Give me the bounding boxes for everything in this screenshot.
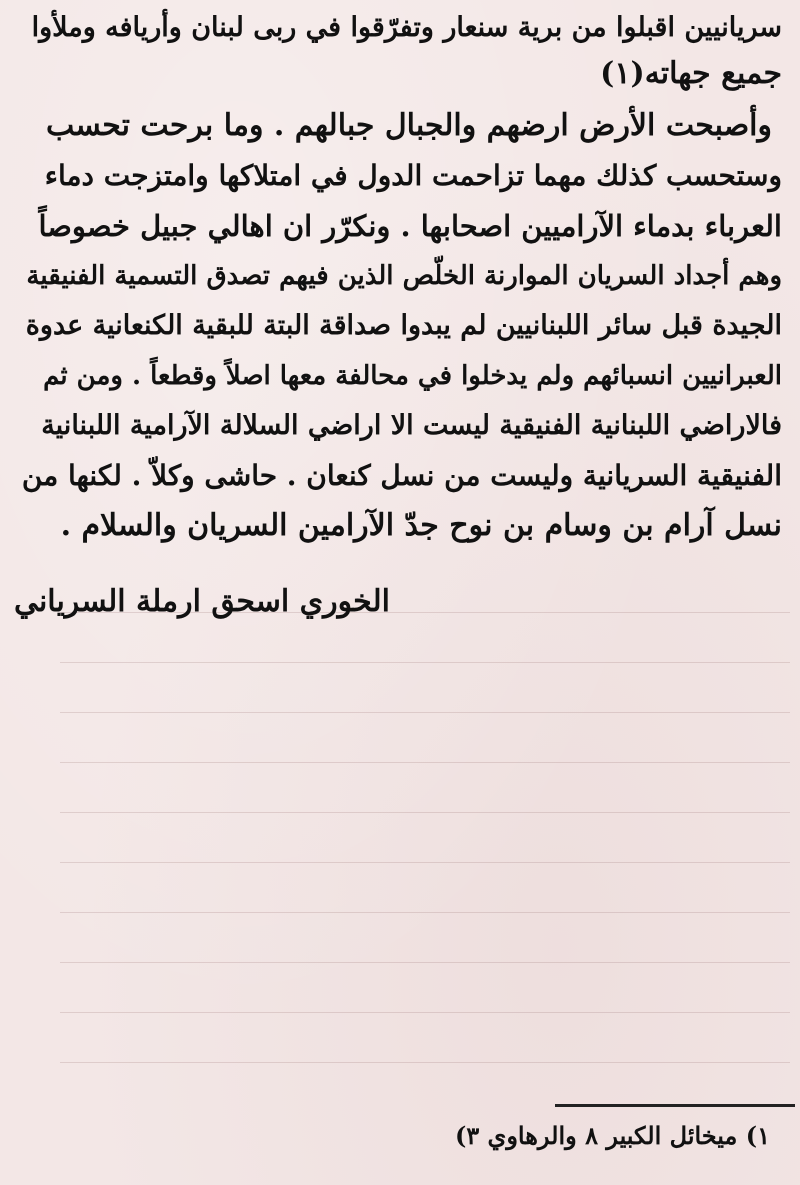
text-line: وهم أجداد السريان الموارنة الخلّص الذين فيهم تصدق التسمية الفنيقية (26, 261, 782, 291)
text-line: سريانيين اقبلوا من برية سنعار وتفرّقوا في ربى لبنان وأريافه وملأوا (31, 12, 782, 43)
footnote-separator (555, 1104, 795, 1107)
bleed-through-line (60, 1062, 790, 1063)
text-line: فالاراضي اللبنانية الفنيقية ليست الا اراضي السلالة الآرامية اللبنانية (41, 410, 782, 441)
bleed-through-line (60, 1012, 790, 1013)
author-signature: الخوري اسحق ارملة السرياني (13, 584, 390, 619)
text-line: العبرانيين انسبائهم ولم يدخلوا في محالفة معها اصلاً وقطعاً . ومن ثم (43, 361, 782, 391)
bleed-through-line (60, 662, 790, 663)
bleed-through-line (60, 712, 790, 713)
bleed-through-line (60, 762, 790, 763)
bleed-through-line (60, 862, 790, 863)
text-line: وأصبحت الأرض ارضهم والجبال جبالهم . وما برحت تحسب (46, 108, 772, 143)
text-line: الفنيقية السريانية وليست من نسل كنعان . حاشى وكلاّ . لكنها من (22, 459, 782, 492)
bleed-through-line (60, 912, 790, 913)
text-line: الجيدة قبل سائر اللبنانيين لم يبدوا صداقة البتة للبقية الكنعانية عدوة (25, 310, 782, 341)
footnote: ١) ميخائل الكبير ٨ والرهاوي ٣) (454, 1121, 770, 1150)
text-line: العرباء بدماء الآراميين اصحابها . ونكرّر ان اهالي جبيل خصوصاً (38, 209, 782, 243)
text-line: جميع جهاته(١) (600, 56, 782, 91)
text-line: وستحسب كذلك مهما تزاحمت الدول في امتلاكها وامتزجت دماء (44, 159, 782, 192)
text-line: نسل آرام بن وسام بن نوح جدّ الآرامين السريان والسلام . (60, 508, 782, 543)
bleed-through-line (60, 812, 790, 813)
bleed-through-line (60, 962, 790, 963)
